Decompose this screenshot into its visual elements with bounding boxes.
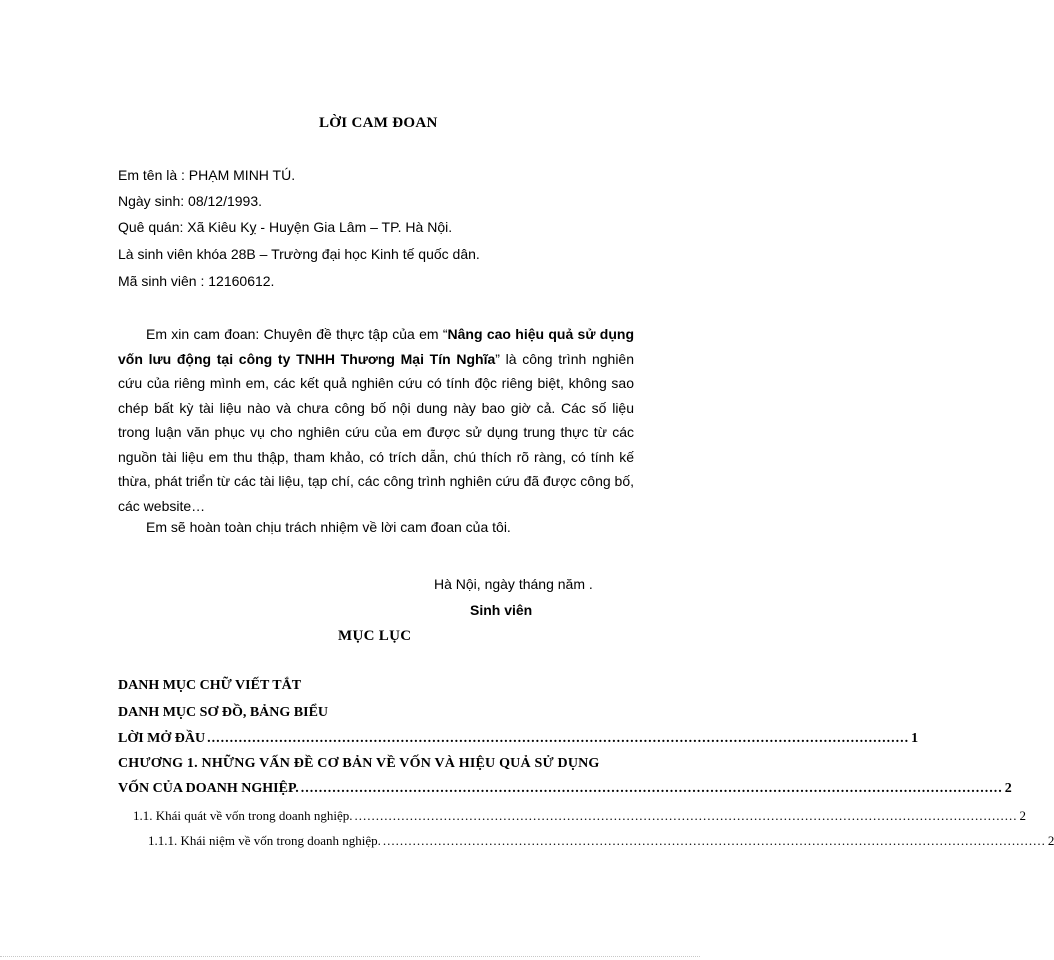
toc-leader: ............................................................................................................................................................ (382, 833, 1046, 848)
toc-chapter-line1[interactable]: CHƯƠNG 1. NHỮNG VẤN ĐỀ CƠ BẢN VỀ VỐN VÀ HIỆU QUẢ SỬ DỤNG (118, 756, 600, 771)
toc-leader: ............................................................................................................................................................ (207, 731, 910, 746)
toc-entry-page: 2 (1019, 808, 1027, 823)
declaration-title: LỜI CAM ĐOAN (319, 115, 438, 131)
toc-entry-page: 2 (1004, 781, 1012, 796)
toc-entry-label: 1.1.1. Khái niệm về vốn trong doanh nghiệp. (148, 833, 381, 848)
toc-entry[interactable] (133, 808, 1027, 824)
toc-entry[interactable] (118, 781, 1012, 797)
toc-leader: ............................................................................................................................................................ (354, 808, 1018, 823)
signer-label: Sinh viên (470, 602, 533, 618)
date-of-birth: Ngày sinh: 08/12/1993. (118, 193, 262, 209)
toc-entry-label: 1.1. Khái quát về vốn trong doanh nghiệp. (133, 808, 353, 823)
toc-entry-page: 2 (1047, 833, 1054, 848)
paragraph-intro: Em xin cam đoan: Chuyên đề thực tập của em “ (146, 326, 448, 342)
student-name: Em tên là : PHẠM MINH TÚ. (118, 167, 296, 183)
student-id: Mã sinh viên : 12160612. (118, 273, 275, 289)
hometown: Quê quán: Xã Kiêu Kỵ - Huyện Gia Lâm – TP. Hà Nội. (118, 219, 453, 235)
toc-entry-label: VỐN CỦA DOANH NGHIỆP. (118, 781, 299, 796)
toc-title: MỤC LỤC (338, 628, 412, 644)
toc-entry-label: LỜI MỞ ĐẦU (118, 731, 206, 746)
toc-heading-figures[interactable]: DANH MỤC SƠ ĐỒ, BẢNG BIỂU (118, 705, 329, 720)
declaration-paragraph (118, 322, 634, 518)
student-of: Là sinh viên khóa 28B – Trường đại học Kinh tế quốc dân. (118, 246, 480, 262)
toc-entry-page: 1 (911, 731, 919, 746)
toc-leader: ............................................................................................................................................................ (300, 781, 1003, 796)
responsibility-statement: Em sẽ hoàn toàn chịu trách nhiệm về lời cam đoan của tôi. (146, 519, 511, 535)
toc-entry[interactable] (118, 731, 919, 747)
toc-heading-abbreviations[interactable]: DANH MỤC CHỮ VIẾT TẮT (118, 678, 302, 693)
thesis-topic: Nâng cao hiệu quả sử dụng vốn lưu động tại công ty TNHH Thương Mại Tín Nghĩa (118, 326, 634, 367)
paragraph-rest: ” là công trình nghiên cứu của riêng mình em, các kết quả nghiên cứu có tính độc riêng biệt, không sao chép bất kỳ tài liệu nào và chưa công bố nội dung này bao giờ cả. Các số liệu trong luận văn phục vụ cho nghiên cứu của em được sử dụng trung thực từ các nguồn tài liệu em thu thập, tham khảo, có trích dẫn, chú thích rõ ràng, có tính kế thừa, phát triển từ các tài liệu, tạp chí, các công trình nghiên cứu đã được công bố, các website… (118, 350, 634, 514)
toc-entry[interactable] (148, 833, 1054, 849)
page-bottom-divider (0, 956, 700, 958)
place-date: Hà Nội, ngày tháng năm . (434, 576, 593, 592)
